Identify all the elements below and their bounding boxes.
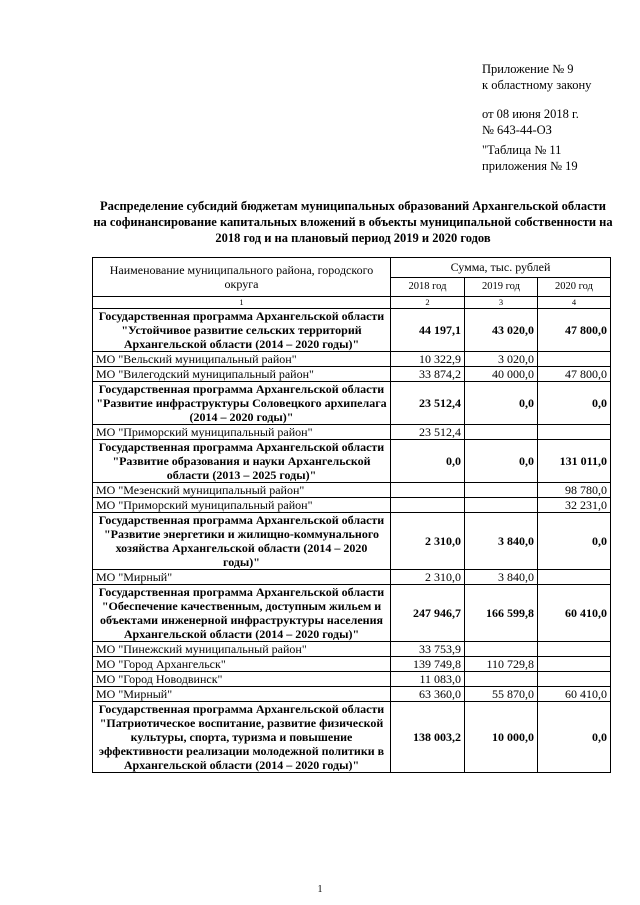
amount-2018: 2 310,0 [391, 513, 465, 570]
municipality-name: МО "Вилегодский муниципальный район" [93, 367, 391, 382]
header-name: Наименование муниципального района, городского округа [93, 258, 391, 297]
column-index: 4 [538, 297, 611, 309]
program-row [93, 440, 611, 483]
amount-2020: 60 410,0 [538, 687, 611, 702]
amount-2018: 11 083,0 [391, 672, 465, 687]
subsidy-table [92, 257, 611, 773]
municipality-row [93, 657, 611, 672]
amount-2020: 131 011,0 [538, 440, 611, 483]
program-name: Государственная программа Архангельской области "Обеспечение качественным, доступным жильем и объектами инженерной инфраструктуры населения Архангельской области (2014 – 2020 годы)" [93, 585, 391, 642]
amount-2020: 0,0 [538, 702, 611, 773]
municipality-row [93, 498, 611, 513]
amount-2020 [538, 672, 611, 687]
amount-2019: 0,0 [465, 440, 538, 483]
appendix-line: к областному закону [482, 77, 592, 92]
amount-2018: 23 512,4 [391, 382, 465, 425]
law-number: № 643-44-ОЗ [482, 122, 552, 137]
amount-2019: 3 020,0 [465, 352, 538, 367]
amount-2020 [538, 657, 611, 672]
amount-2019 [465, 498, 538, 513]
amount-2018: 33 753,9 [391, 642, 465, 657]
amount-2020: 0,0 [538, 513, 611, 570]
amount-2019: 0,0 [465, 382, 538, 425]
amount-2019: 40 000,0 [465, 367, 538, 382]
amount-2020 [538, 570, 611, 585]
header-year: 2019 год [465, 277, 538, 297]
amount-2020 [538, 352, 611, 367]
amount-2018: 23 512,4 [391, 425, 465, 440]
municipality-name: МО "Мирный" [93, 570, 391, 585]
municipality-name: МО "Приморский муниципальный район" [93, 498, 391, 513]
page-number: 1 [317, 884, 323, 895]
program-row [93, 513, 611, 570]
municipality-name: МО "Приморский муниципальный район" [93, 425, 391, 440]
document-title: Распределение субсидий бюджетам муниципальных образований Архангельской области на софинансирование капитальных вложений в объекты муниципальной собственности на 2018 год и на плановый период 2019 и 2020 годов [93, 199, 613, 245]
header-sum: Сумма, тыс. рублей [391, 258, 611, 278]
amount-2018: 44 197,1 [391, 309, 465, 352]
municipality-row [93, 642, 611, 657]
municipality-row [93, 425, 611, 440]
municipality-name: МО "Мезенский муниципальный район" [93, 483, 391, 498]
amount-2018: 139 749,8 [391, 657, 465, 672]
appendix-block [482, 62, 632, 174]
amount-2018: 33 874,2 [391, 367, 465, 382]
program-row [93, 585, 611, 642]
amount-2019 [465, 642, 538, 657]
header-year: 2018 год [391, 277, 465, 297]
amount-2018 [391, 498, 465, 513]
amount-2020: 60 410,0 [538, 585, 611, 642]
municipality-name: МО "Вельский муниципальный район" [93, 352, 391, 367]
amount-2018 [391, 483, 465, 498]
amount-2020 [538, 425, 611, 440]
appendix-line: Приложение № 9 [482, 62, 574, 76]
amount-2018: 2 310,0 [391, 570, 465, 585]
header-year: 2020 год [538, 277, 611, 297]
municipality-row [93, 367, 611, 382]
program-name: Государственная программа Архангельской области "Развитие энергетики и жилищно-коммунального хозяйства Архангельской области (2014 – 2020 годы)" [93, 513, 391, 570]
municipality-row [93, 570, 611, 585]
municipality-row [93, 687, 611, 702]
amount-2020 [538, 642, 611, 657]
amount-2018: 247 946,7 [391, 585, 465, 642]
amount-2020: 47 800,0 [538, 309, 611, 352]
column-index: 1 [93, 297, 391, 309]
municipality-row [93, 672, 611, 687]
municipality-name: МО "Город Архангельск" [93, 657, 391, 672]
amount-2018: 138 003,2 [391, 702, 465, 773]
municipality-row [93, 352, 611, 367]
amount-2019: 166 599,8 [465, 585, 538, 642]
column-index: 2 [391, 297, 465, 309]
program-name: Государственная программа Архангельской области "Развитие образования и науки Архангельской области (2013 – 2025 годы)" [93, 440, 391, 483]
municipality-row [93, 483, 611, 498]
amount-2019: 3 840,0 [465, 570, 538, 585]
amount-2020: 98 780,0 [538, 483, 611, 498]
program-name: Государственная программа Архангельской области "Устойчивое развитие сельских территорий Архангельской области (2014 – 2020 годы)" [93, 309, 391, 352]
amount-2019: 3 840,0 [465, 513, 538, 570]
amount-2020: 0,0 [538, 382, 611, 425]
program-name: Государственная программа Архангельской области "Патриотическое воспитание, развитие физической культуры, спорта, туризма и повышение эффективности реализации молодежной политики в Архангельской области (2014 – 2020 годы)" [93, 702, 391, 773]
amount-2019: 110 729,8 [465, 657, 538, 672]
program-row [93, 702, 611, 773]
municipality-name: МО "Город Новодвинск" [93, 672, 391, 687]
amount-2020: 32 231,0 [538, 498, 611, 513]
amount-2019 [465, 483, 538, 498]
amount-2019 [465, 425, 538, 440]
table-reference: "Таблица № 11 [482, 143, 562, 157]
amount-2019: 10 000,0 [465, 702, 538, 773]
program-row [93, 382, 611, 425]
amount-2018: 10 322,9 [391, 352, 465, 367]
amount-2019: 43 020,0 [465, 309, 538, 352]
program-name: Государственная программа Архангельской области "Развитие инфраструктуры Соловецкого архипелага (2014 – 2020 годы)" [93, 382, 391, 425]
table-reference: приложения № 19 [482, 158, 578, 173]
amount-2019 [465, 672, 538, 687]
program-row [93, 309, 611, 352]
column-index: 3 [465, 297, 538, 309]
amount-2019: 55 870,0 [465, 687, 538, 702]
law-date: от 08 июня 2018 г. [482, 107, 579, 121]
amount-2018: 63 360,0 [391, 687, 465, 702]
amount-2018: 0,0 [391, 440, 465, 483]
municipality-name: МО "Мирный" [93, 687, 391, 702]
amount-2020: 47 800,0 [538, 367, 611, 382]
municipality-name: МО "Пинежский муниципальный район" [93, 642, 391, 657]
